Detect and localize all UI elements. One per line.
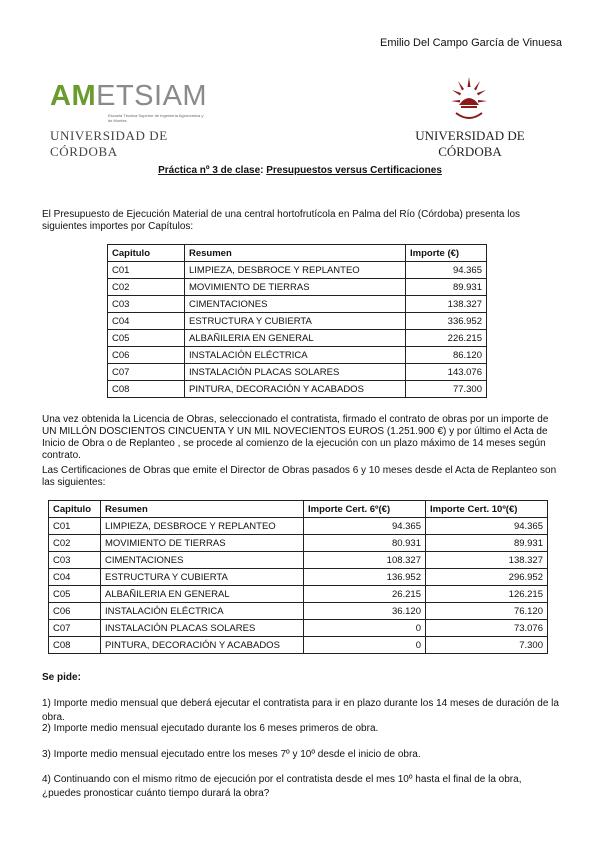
cell-capitulo: C07	[108, 364, 185, 381]
cell-resumen: ALBAÑILERIA EN GENERAL	[185, 330, 406, 347]
cell-capitulo: C08	[49, 637, 101, 654]
cell-importe: 226.215	[406, 330, 487, 347]
title-sep: :	[260, 165, 267, 176]
cell-cert-10: 76.120	[426, 603, 548, 620]
table-row	[49, 569, 548, 586]
cell-resumen: CIMENTACIONES	[185, 296, 406, 313]
budget-table-header	[108, 245, 487, 262]
crest-bar	[461, 106, 477, 108]
table-row	[108, 262, 487, 279]
cell-cert-6: 80.931	[304, 535, 426, 552]
cell-resumen: LIMPIEZA, DESBROCE Y REPLANTEO	[101, 518, 304, 535]
etsiam-wordmark-rest: ETSIAM	[96, 80, 208, 112]
header-importe: Importe (€)	[406, 245, 487, 262]
question-1: 1) Importe medio mensual que deberá ejecutar el contratista para ir en plazo durante los 14 meses de duración de la obra.	[42, 698, 559, 723]
university-name-right: UNIVERSIDAD DE CÓRDOBA	[415, 128, 525, 159]
cell-importe: 89.931	[406, 279, 487, 296]
table-row	[49, 535, 548, 552]
etsiam-wordmark	[50, 80, 207, 113]
cell-capitulo: C02	[49, 535, 101, 552]
table-row	[108, 330, 487, 347]
table-row	[108, 364, 487, 381]
cell-cert-6: 0	[304, 637, 426, 654]
cell-resumen: MOVIMIENTO DE TIERRAS	[101, 535, 304, 552]
cell-capitulo: C02	[108, 279, 185, 296]
cell-resumen: INSTALACIÓN PLACAS SOLARES	[185, 364, 406, 381]
cell-capitulo: C05	[108, 330, 185, 347]
cell-capitulo: C08	[108, 381, 185, 398]
intro-paragraph: El Presupuesto de Ejecución Material de una central hortofrutícola en Palma del Río (Córdoba) presenta los siguientes importes por Capítulos:	[42, 209, 521, 232]
cell-importe: 94.365	[406, 262, 487, 279]
uco-logo	[400, 75, 540, 159]
cell-cert-10: 94.365	[426, 518, 548, 535]
se-pide-heading: Se pide:	[42, 672, 81, 683]
cell-resumen: ESTRUCTURA Y CUBIERTA	[185, 313, 406, 330]
cell-capitulo: C04	[49, 569, 101, 586]
cell-importe: 336.952	[406, 313, 487, 330]
cert-table-header	[49, 501, 548, 518]
header-capitulo: Capitulo	[108, 245, 185, 262]
cell-cert-10: 89.931	[426, 535, 548, 552]
cell-cert-6: 0	[304, 620, 426, 637]
question-4: 4) Continuando con el mismo ritmo de ejecución por el contratista desde el mes 10º hasta el final de la obra, ¿puedes pronosticar cuánto tiempo durará la obra?	[42, 774, 522, 799]
table-row	[108, 313, 487, 330]
crest-arc	[456, 113, 482, 118]
cell-resumen: INSTALACIÓN PLACAS SOLARES	[101, 620, 304, 637]
title-suffix: Presupuestos versus Certificaciones	[266, 165, 442, 176]
cell-resumen: INSTALACIÓN ELÉCTRICA	[101, 603, 304, 620]
crest-dome	[459, 98, 479, 105]
cell-capitulo: C01	[49, 518, 101, 535]
cell-capitulo: C06	[49, 603, 101, 620]
etsiam-subtitle: Escuela Técnica Superior de Ingeniería Agronómica y de Montes	[108, 113, 204, 123]
cell-cert-6: 26.215	[304, 586, 426, 603]
cell-cert-10: 73.076	[426, 620, 548, 637]
table-row	[108, 347, 487, 364]
cell-importe: 77.300	[406, 381, 487, 398]
title-prefix: Práctica nº 3 de clase	[158, 165, 261, 176]
header-resumen: Resumen	[185, 245, 406, 262]
page-title	[0, 165, 600, 176]
cell-cert-10: 7.300	[426, 637, 548, 654]
cell-capitulo: C04	[108, 313, 185, 330]
cell-importe: 138.327	[406, 296, 487, 313]
cell-resumen: ALBAÑILERIA EN GENERAL	[101, 586, 304, 603]
question-3: 3) Importe medio mensual ejecutado entre los meses 7º y 10º desde el inicio de obra.	[42, 749, 421, 760]
cell-resumen: PINTURA, DECORACIÓN Y ACABADOS	[101, 637, 304, 654]
cell-capitulo: C01	[108, 262, 185, 279]
cell-resumen: INSTALACIÓN ELÉCTRICA	[185, 347, 406, 364]
cell-capitulo: C07	[49, 620, 101, 637]
cell-resumen: MOVIMIENTO DE TIERRAS	[185, 279, 406, 296]
etsiam-wordmark-accent: AM	[50, 80, 97, 112]
header-cert-6: Importe Cert. 6º(€)	[304, 501, 426, 518]
cell-importe: 86.120	[406, 347, 487, 364]
table-row	[49, 637, 548, 654]
header-cert-10: Importe Cert. 10º(€)	[426, 501, 548, 518]
cell-importe: 143.076	[406, 364, 487, 381]
cell-resumen: PINTURA, DECORACIÓN Y ACABADOS	[185, 381, 406, 398]
table-row	[49, 620, 548, 637]
cell-resumen: ESTRUCTURA Y CUBIERTA	[101, 569, 304, 586]
table-row	[49, 552, 548, 569]
table-row	[49, 603, 548, 620]
cell-cert-10: 138.327	[426, 552, 548, 569]
etsiam-logo	[50, 80, 210, 159]
certifications-intro: Las Certificaciones de Obras que emite el Director de Obras pasados 6 y 10 meses desde el Acta de Replanteo son las siguientes:	[42, 465, 557, 488]
cell-cert-6: 36.120	[304, 603, 426, 620]
table-row	[108, 279, 487, 296]
table-row	[108, 296, 487, 313]
table-row	[108, 381, 487, 398]
cell-cert-10: 296.952	[426, 569, 548, 586]
cell-capitulo: C05	[49, 586, 101, 603]
question-2: 2) Importe medio mensual ejecutado durante los 6 meses primeros de obra.	[42, 723, 379, 734]
cell-resumen: LIMPIEZA, DESBROCE Y REPLANTEO	[185, 262, 406, 279]
cell-capitulo: C06	[108, 347, 185, 364]
cell-cert-6: 136.952	[304, 569, 426, 586]
cell-capitulo: C03	[108, 296, 185, 313]
uco-crest-icon	[450, 75, 488, 123]
cell-cert-6: 94.365	[304, 518, 426, 535]
table-row	[49, 586, 548, 603]
cell-resumen: CIMENTACIONES	[101, 552, 304, 569]
header-capitulo: Capitulo	[49, 501, 101, 518]
certifications-table	[48, 500, 548, 654]
cell-capitulo: C03	[49, 552, 101, 569]
university-name-left: UNIVERSIDAD DE CÓRDOBA	[50, 128, 168, 159]
header-resumen: Resumen	[101, 501, 304, 518]
contract-paragraph: Una vez obtenida la Licencia de Obras, seleccionado el contratista, firmado el contrato de obras por un importe de UN MILLÓN DOSCIENTOS CINCUENTA Y UN MIL NOVECIENTOS EUROS (1.251.900 €) y por último el Acta de Inicio de Obra o de Replanteo , se procede al comienzo de la ejecución con un plazo máximo de 14 meses según contrato.	[42, 414, 549, 461]
author-name: Emilio Del Campo García de Vinuesa	[380, 37, 562, 49]
cell-cert-10: 126.215	[426, 586, 548, 603]
cell-cert-6: 108.327	[304, 552, 426, 569]
budget-table	[107, 244, 487, 398]
table-row	[49, 518, 548, 535]
